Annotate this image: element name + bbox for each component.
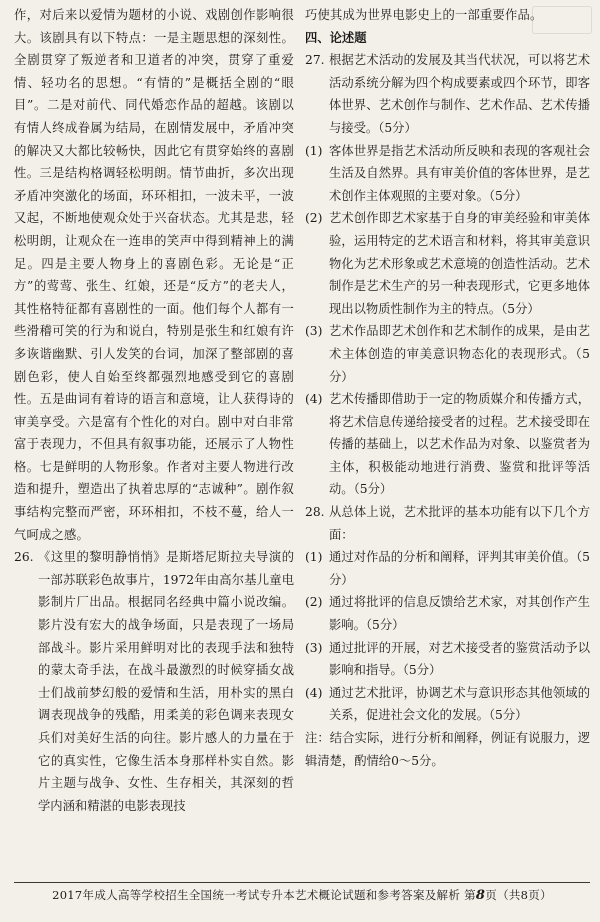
question-number: 28. xyxy=(305,505,325,520)
question-number: 27. xyxy=(305,53,325,68)
item-number: (2) xyxy=(305,211,323,226)
question-27 xyxy=(305,49,590,139)
question-number: 26. xyxy=(14,550,34,565)
question-27-item xyxy=(305,320,590,388)
section-title: 四、论述题 xyxy=(305,29,367,45)
question-27-item xyxy=(305,207,590,320)
item-text: 通过艺术批评，协调艺术与意识形态其他领域的关系，促进社会文化的发展。（5分） xyxy=(329,685,590,723)
item-number: (1) xyxy=(305,550,323,565)
item-number: (1) xyxy=(305,143,323,158)
q25-answer-continuation: 作，对后来以爱情为题材的小说、戏剧创作影响很大。该剧具有以下特点：一是主题思想的深刻性。全剧贯穿了叛逆者和卫道者的冲突，贯穿了重爱情、轻功名的思想。“有情的”是概括全剧的“眼目”。二是对前代、同代婚恋作品的超越。该剧以有情人终成眷属为结局，在剧情发展中，矛盾冲突的解决又大都比较畅快，因此它有贯穿始终的喜剧性。三是结构格调轻松明朗。情节曲折，多次出现矛盾冲突激化的场面，环环相扣，一波未平，一波又起，不断地使观众处于兴奋状态。尤其是悲，轻松明朗，让观众在一连串的笑声中得到精神上的满足。四是主要人物身上的喜剧色彩。无论是“正方”的莺莺、张生、红娘，还是“反方”的老夫人，其性格特征都有喜剧性的一面。他们每个人都有一些滑稽可笑的行为和说白，特别是张生和红娘有许多诙谐幽默、引人发笑的台词，加深了整部剧的喜剧色彩，使人自始至终都强烈地感受到它的喜剧性。五是曲词有着诗的语言和意境，让人获得诗的审美享受。六是富有个性化的对白。剧中对白非常富于表现力，不但具有叙事功能，还展示了人物性格。七是鲜明的人物形象。作者对主要人物进行改造和提升，塑造出了执着忠厚的“志诚种”。剧作叙事结构完整而严密，环环相扣，不枝不蔓，给人一气呵成之感。 xyxy=(14,8,294,542)
item-number: (3) xyxy=(305,640,323,655)
item-number: (3) xyxy=(305,324,323,339)
item-number: (2) xyxy=(305,595,323,610)
scoring-note: 注：结合实际，进行分析和阐释，例证有说服力，逻辑清楚，酌情给0～5分。 xyxy=(305,731,590,768)
item-text: 通过将批评的信息反馈给艺术家，对其创作产生影响。（5分） xyxy=(329,595,590,633)
item-text: 通过对作品的分析和阐释，评判其审美价值。（5分） xyxy=(329,550,590,587)
question-28-item xyxy=(305,637,590,682)
question-28-item xyxy=(305,591,590,636)
question-28 xyxy=(305,501,590,546)
question-27-answer: 根据艺术活动的发展及其当代状况，可以将艺术活动系统分解为四个构成要素或四个环节，即客体世界、艺术创作与制作、艺术作品、艺术传播与接受。（5分） xyxy=(329,53,590,135)
question-28-item xyxy=(305,682,590,727)
question-28-answer: 从总体上说，艺术批评的基本功能有以下几个方面： xyxy=(329,505,590,542)
item-text: 通过批评的开展，对艺术接受者的鉴赏活动予以影响和指导。（5分） xyxy=(329,640,590,678)
question-26 xyxy=(14,546,294,817)
footer-divider xyxy=(14,882,590,883)
page-prefix: 第 xyxy=(464,888,476,902)
question-28-item xyxy=(305,546,590,591)
footer-title: 2017年成人高等学校招生全国统一考试专升本艺术概论试题和参考答案及解析 xyxy=(52,888,461,902)
left-column xyxy=(14,4,294,817)
item-number: (4) xyxy=(305,392,323,407)
question-27-item xyxy=(305,388,590,501)
right-column xyxy=(305,4,590,772)
item-text: 艺术传播即借助于一定的物质媒介和传播方式，将艺术信息传递给接受者的过程。艺术接受即在传播的基础上，以艺术作品为对象、以鉴赏者为主体，积极能动地进行消费、鉴赏和批评等活动。（5分） xyxy=(329,392,590,497)
item-number: (4) xyxy=(305,685,323,700)
page-number: 8 xyxy=(475,888,486,903)
question-27-item xyxy=(305,140,590,208)
page-footer xyxy=(14,886,590,905)
page-suffix: 页（共8页） xyxy=(485,888,552,902)
item-text: 艺术作品即艺术创作和艺术制作的成果，是由艺术主体创造的审美意识物态化的表现形式。（5分） xyxy=(329,324,590,384)
q26-answer-continuation: 巧使其成为世界电影史上的一部重要作品。 xyxy=(305,8,543,22)
question-26-answer: 《这里的黎明静悄悄》是斯塔尼斯拉夫导演的一部苏联彩色故事片，1972年由高尔基儿童电影制片厂出品。根据同名经典中篇小说改编。影片没有宏大的战争场面，只是表现了一场局部战斗。影片采用鲜明对比的表现手法和独特的蒙太奇手法，在战斗最激烈的时候穿插女战士们战前梦幻般的爱情和生活，用朴实的黑白调表现战争的残酷，用柔美的彩色调来表现女兵们对美好生活的向往。影片感人的力量在于它的真实性，它像生活本身那样朴实自然。影片主题与战争、女性、生存相关，其深刻的哲学内涵和精湛的电影表现技 xyxy=(38,550,294,813)
item-text: 客体世界是指艺术活动所反映和表现的客观社会生活及自然界。具有审美价值的客体世界，是艺术创作主体观照的主要对象。（5分） xyxy=(329,143,590,203)
item-text: 艺术创作即艺术家基于自身的审美经验和审美体验，运用特定的艺术语言和材料，将其审美意识物化为艺术形象或艺术意境的创造性活动。艺术制作是艺术生产的另一种表现形式，它更多地体现出以物质性制作为主的特点。（5分） xyxy=(329,211,590,316)
